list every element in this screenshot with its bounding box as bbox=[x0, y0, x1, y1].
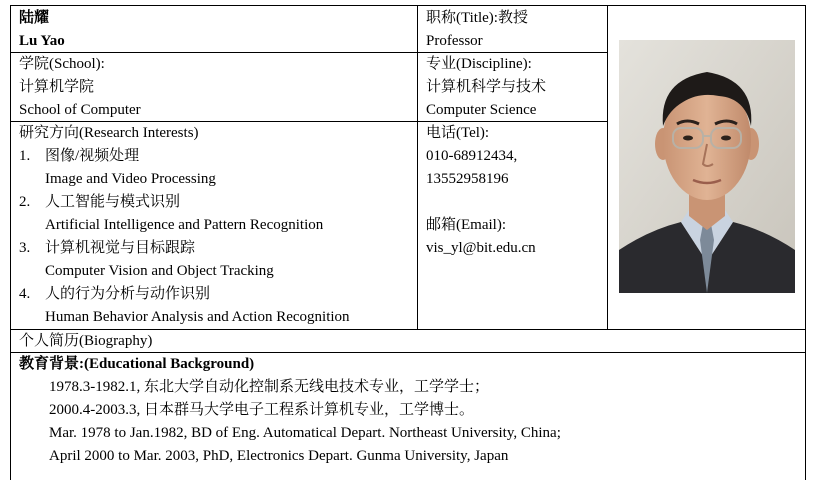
table-border-left bbox=[10, 5, 11, 480]
table-border-top bbox=[10, 5, 806, 6]
education-cell bbox=[19, 353, 561, 468]
tel-number-1: 010-68912434, bbox=[426, 148, 518, 164]
education-heading: 教育背景:(Educational Background) bbox=[19, 356, 255, 372]
discipline-chinese: 计算机科学与技术 bbox=[426, 79, 547, 95]
research-item-2-en: Artificial Intelligence and Pattern Recognition bbox=[45, 217, 324, 233]
email-address: vis_yl@bit.edu.cn bbox=[426, 240, 536, 256]
list-number: 3. bbox=[19, 240, 31, 256]
discipline-label: 专业(Discipline): bbox=[426, 56, 532, 72]
research-cell bbox=[19, 122, 350, 329]
education-line-4: April 2000 to Mar. 2003, PhD, Electronics Depart. Gunma University, Japan bbox=[49, 448, 509, 464]
name-chinese: 陆耀 bbox=[19, 10, 50, 26]
research-item-4 bbox=[19, 283, 350, 306]
table-border-right bbox=[805, 5, 806, 480]
school-cell bbox=[19, 53, 141, 122]
contact-cell bbox=[426, 122, 536, 260]
research-item-2 bbox=[19, 191, 350, 214]
name-english: Lu Yao bbox=[19, 33, 65, 49]
table-divider-photo bbox=[607, 5, 608, 329]
contact-spacer bbox=[426, 191, 536, 214]
education-line-2: 2000.4-2003.3, 日本群马大学电子工程系计算机专业，工学博士。 bbox=[49, 402, 474, 418]
list-number: 4. bbox=[19, 286, 31, 302]
research-item-cn: 计算机视觉与目标跟踪 bbox=[45, 240, 196, 256]
discipline-cell bbox=[426, 53, 546, 122]
research-item-1 bbox=[19, 145, 350, 168]
list-number: 2. bbox=[19, 194, 31, 210]
discipline-english: Computer Science bbox=[426, 102, 537, 118]
email-label: 邮箱(Email): bbox=[426, 217, 506, 233]
research-item-cn: 人的行为分析与动作识别 bbox=[45, 286, 211, 302]
tel-label: 电话(Tel): bbox=[426, 125, 490, 141]
biography-cell bbox=[19, 330, 152, 353]
list-number: 1. bbox=[19, 148, 31, 164]
education-line-1: 1978.3-1982.1, 东北大学自动化控制系无线电技术专业，工学学士； bbox=[49, 379, 489, 395]
research-label: 研究方向(Research Interests) bbox=[19, 125, 199, 141]
research-item-3 bbox=[19, 237, 350, 260]
school-chinese: 计算机学院 bbox=[19, 79, 95, 95]
education-line-3: Mar. 1978 to Jan.1982, BD of Eng. Automatical Depart. Northeast University, China; bbox=[49, 425, 561, 441]
title-cell bbox=[426, 7, 528, 53]
portrait-photo bbox=[619, 40, 795, 293]
table-divider-middle bbox=[417, 5, 418, 329]
school-label: 学院(School): bbox=[19, 56, 105, 72]
biography-label: 个人简历(Biography) bbox=[19, 333, 153, 349]
research-item-cn: 人工智能与模式识别 bbox=[45, 194, 181, 210]
research-item-4-en: Human Behavior Analysis and Action Recognition bbox=[45, 309, 350, 325]
tel-number-2: 13552958196 bbox=[426, 171, 509, 187]
research-item-cn: 图像/视频处理 bbox=[45, 148, 140, 164]
research-item-3-en: Computer Vision and Object Tracking bbox=[45, 263, 274, 279]
school-english: School of Computer bbox=[19, 102, 141, 118]
name-cell bbox=[19, 7, 65, 53]
title-english: Professor bbox=[426, 33, 483, 49]
research-item-1-en: Image and Video Processing bbox=[45, 171, 216, 187]
title-label: 职称(Title):教授 bbox=[426, 10, 528, 26]
